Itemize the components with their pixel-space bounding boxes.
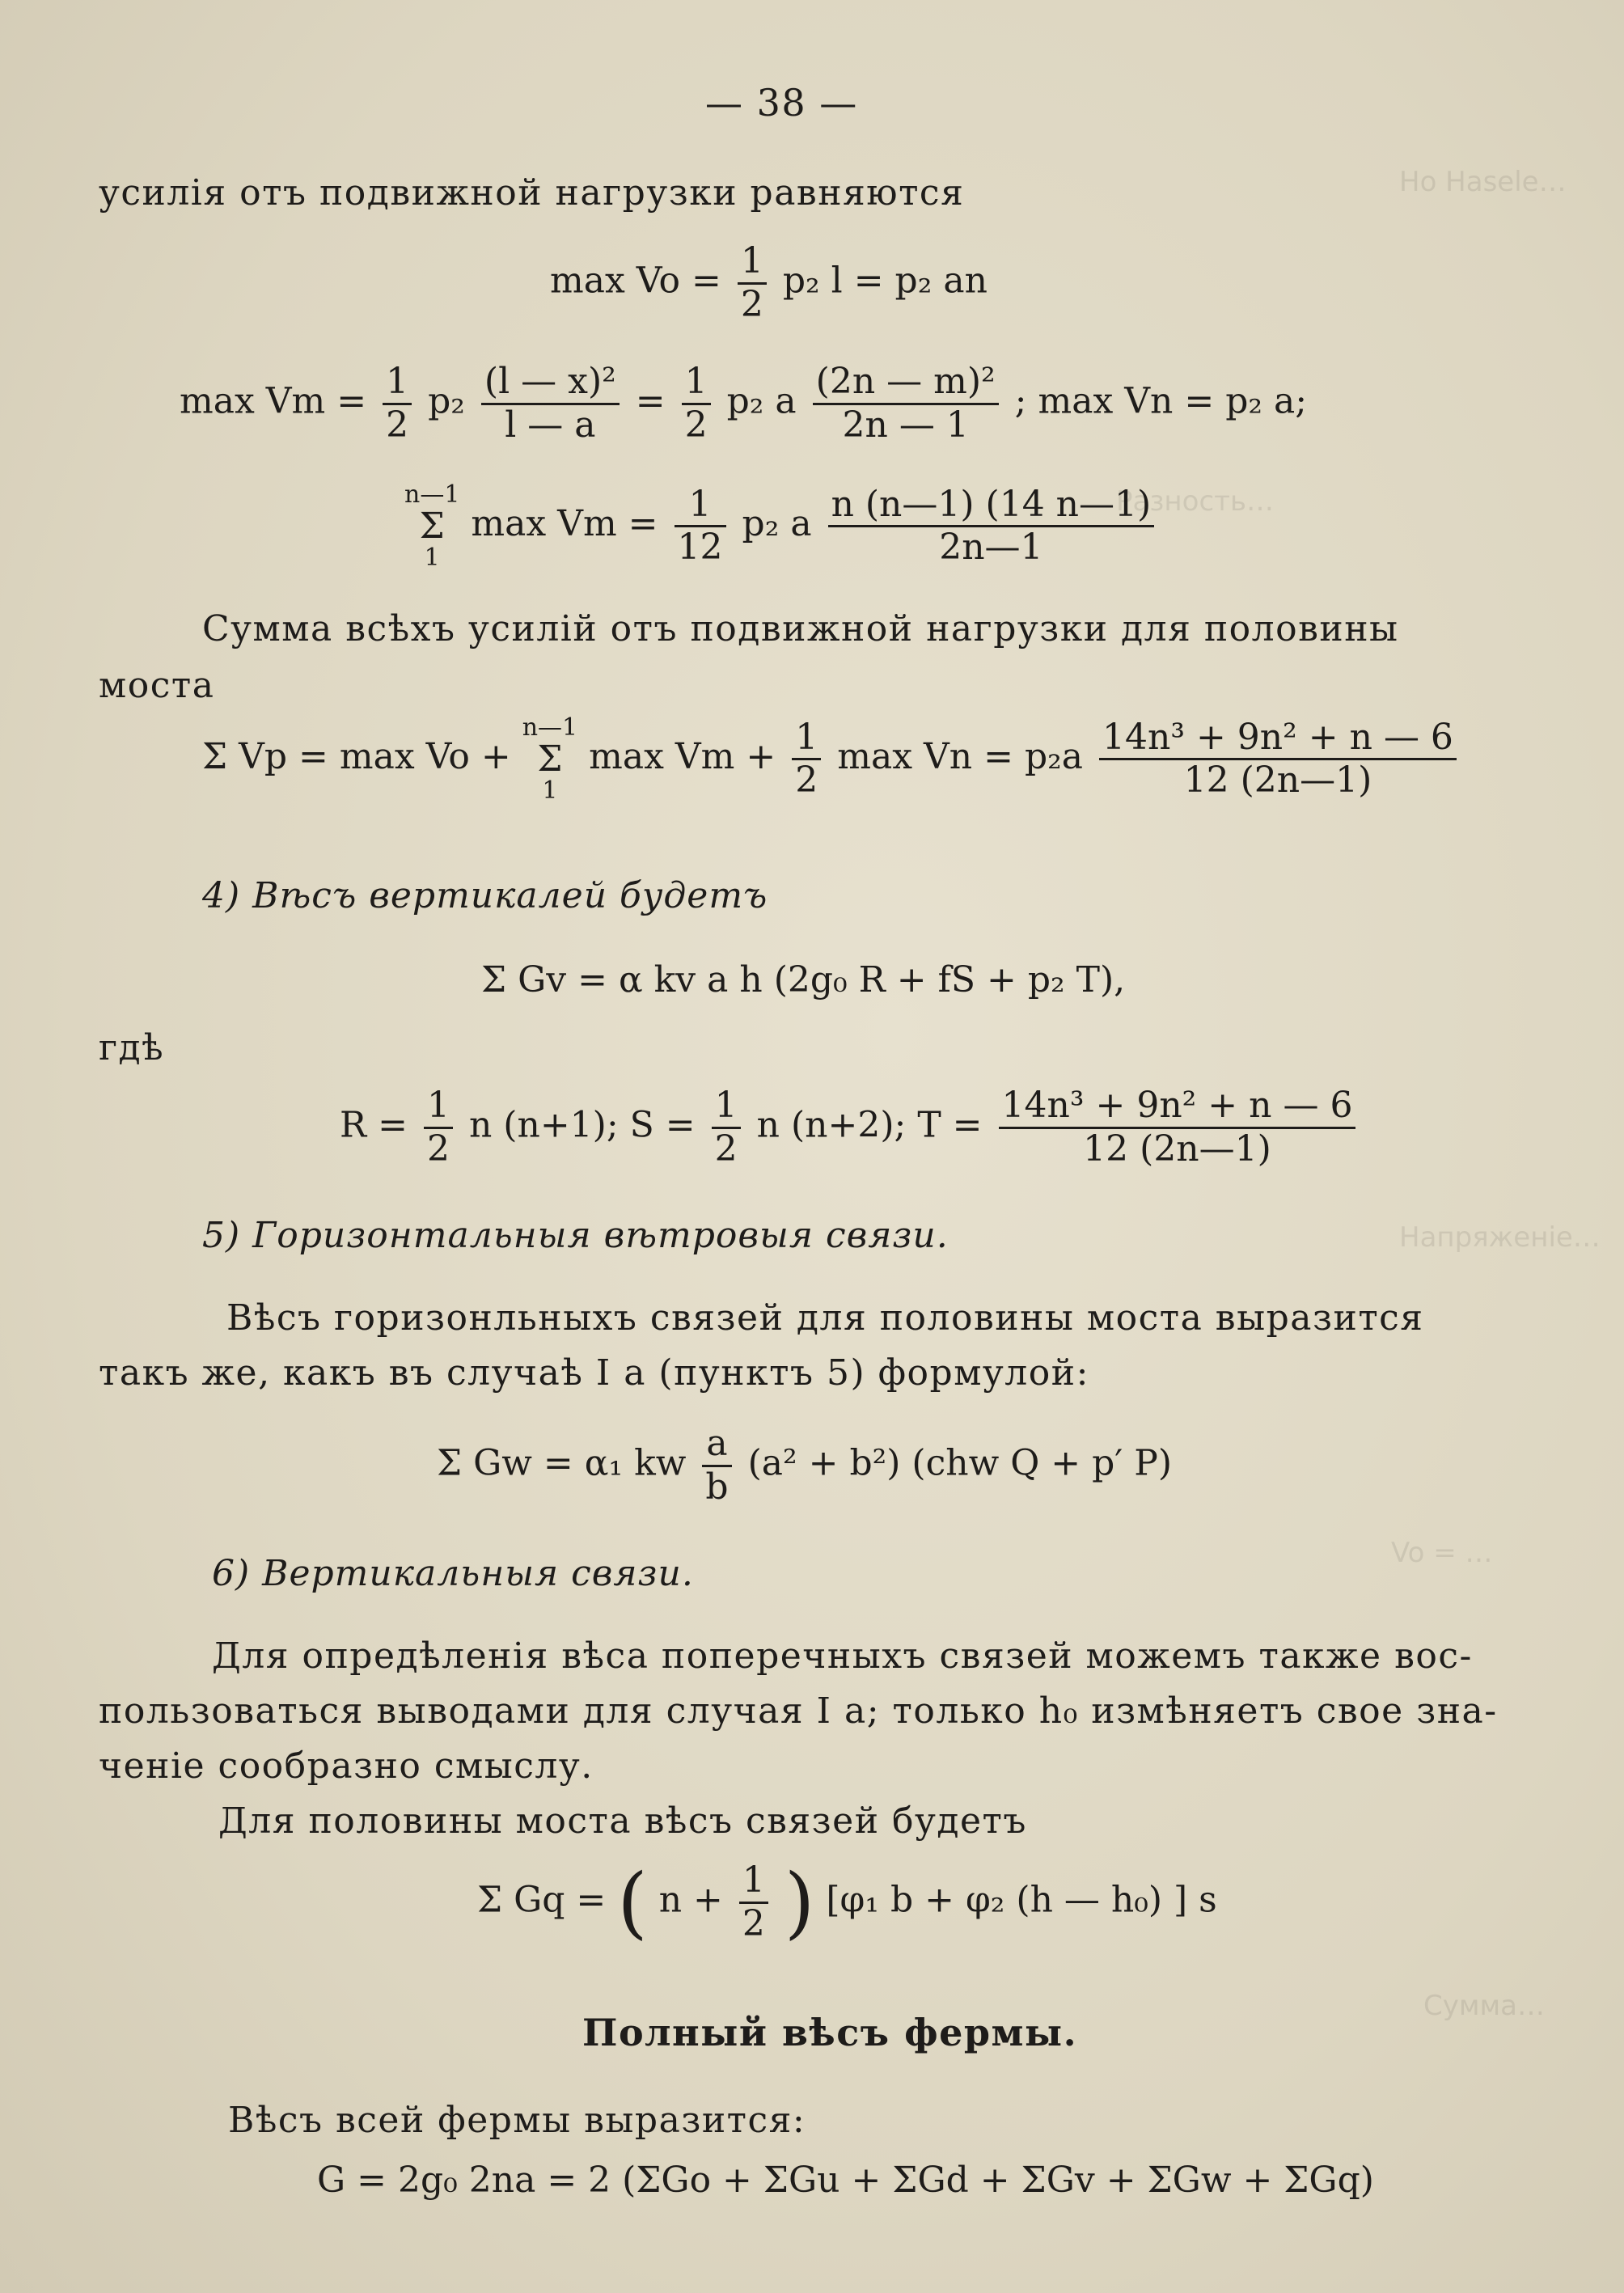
- equation-sum-max-vm: n—1 Σ 1 max Vm = $\frac{1}{12}$ p₂ a $\frac{n (n—1) (14 n—1)}{2n—1}$: [404, 482, 1159, 570]
- heading-total-truss-weight: Полный вѣсъ фермы.: [582, 2011, 1078, 2054]
- paragraph-5-line-2: такъ же, какъ въ случаѣ I a (пунктъ 5) формулой:: [99, 1352, 1089, 1394]
- equation-sum-gv: Σ Gv = α kv a h (2g₀ R + fS + p₂ T),: [481, 959, 1126, 1001]
- paragraph-full-weight: Вѣсъ всей фермы выразится:: [228, 2100, 806, 2141]
- page-number: — 38 —: [705, 81, 858, 125]
- equation-r-s-t: R = $\frac{1}{2}$ n (n+1); S = $\frac{1}{2}$ n (n+2); T = $\frac{\text{14n³ + 9n² + n — 6}}{12 (2n—1)}$: [340, 1085, 1360, 1170]
- bleed-through-text: Напряженіе…: [1399, 1221, 1601, 1254]
- heading-horizontal-wind-bracing: 5) Горизонтальныя вѣтровыя связи.: [202, 1215, 949, 1256]
- paragraph-5-line-1: Вѣсъ горизонльныхъ связей для половины моста выразится: [226, 1297, 1424, 1339]
- equation-sum-gq: Σ Gq = ( n + $\frac{1}{2}$ ) [φ₁ b + φ₂ (h — h₀) ] s: [477, 1857, 1217, 1948]
- bleed-through-text: Vo = …: [1391, 1537, 1493, 1569]
- paragraph-6-line-1: Для опредѣленія вѣса поперечныхъ связей можемъ также вос-: [212, 1635, 1473, 1677]
- heading-vertical-bracing: 6) Вертикальныя связи.: [212, 1553, 694, 1594]
- paragraph-6-line-3: ченіе сообразно смыслу.: [99, 1745, 594, 1787]
- heading-weight-verticals: 4) Вѣсъ вертикалей будетъ: [202, 875, 768, 916]
- equation-sum-gw: Σ Gw = α₁ kw $\frac{a}{b}$ (a² + b²) (chw Q + p′ P): [437, 1423, 1173, 1508]
- equation-sum-vp: Σ Vp = max Vo + n—1 Σ 1 max Vm + $\frac{1}{2}$ max Vn = p₂a $\frac{\text{14n³ + 9n² + n — 6}}{12 (2n—1)}$: [202, 715, 1461, 803]
- paragraph-6-line-2: пользоваться выводами для случая I a; только h₀ измѣняетъ свое зна-: [99, 1690, 1498, 1732]
- equation-max-vo: max Vo = $\frac{1}{2}$ p₂ l = p₂ an: [550, 240, 988, 325]
- bleed-through-text: Сумма…: [1423, 1990, 1545, 2022]
- paragraph-summa: Сумма всѣхъ усилій отъ подвижной нагрузки для половины: [202, 608, 1399, 649]
- equation-max-vm: max Vm = $\frac{1}{2}$ p₂ $\frac{\text{(l — x)²}}{l — a}$ = $\frac{1}{2}$ p₂ a $\frac{\text{(2n — m)²}}{2n — 1}$ ; max Vn = p₂ a;: [180, 361, 1308, 446]
- word-gde: гдѣ: [99, 1027, 165, 1068]
- equation-total-g: G = 2g₀ 2na = 2 (ΣGo + ΣGu + ΣGd + ΣGv + ΣGw + ΣGq): [317, 2160, 1374, 2201]
- bleed-through-text: Разность…: [1116, 485, 1274, 518]
- bleed-through-text: Но Hasele…: [1399, 166, 1567, 198]
- paragraph-intro: усилія отъ подвижной нагрузки равняются: [99, 172, 965, 214]
- paragraph-summa-cont: моста: [99, 665, 215, 706]
- paragraph-half-bridge: Для половины моста вѣсъ связей будетъ: [218, 1800, 1027, 1842]
